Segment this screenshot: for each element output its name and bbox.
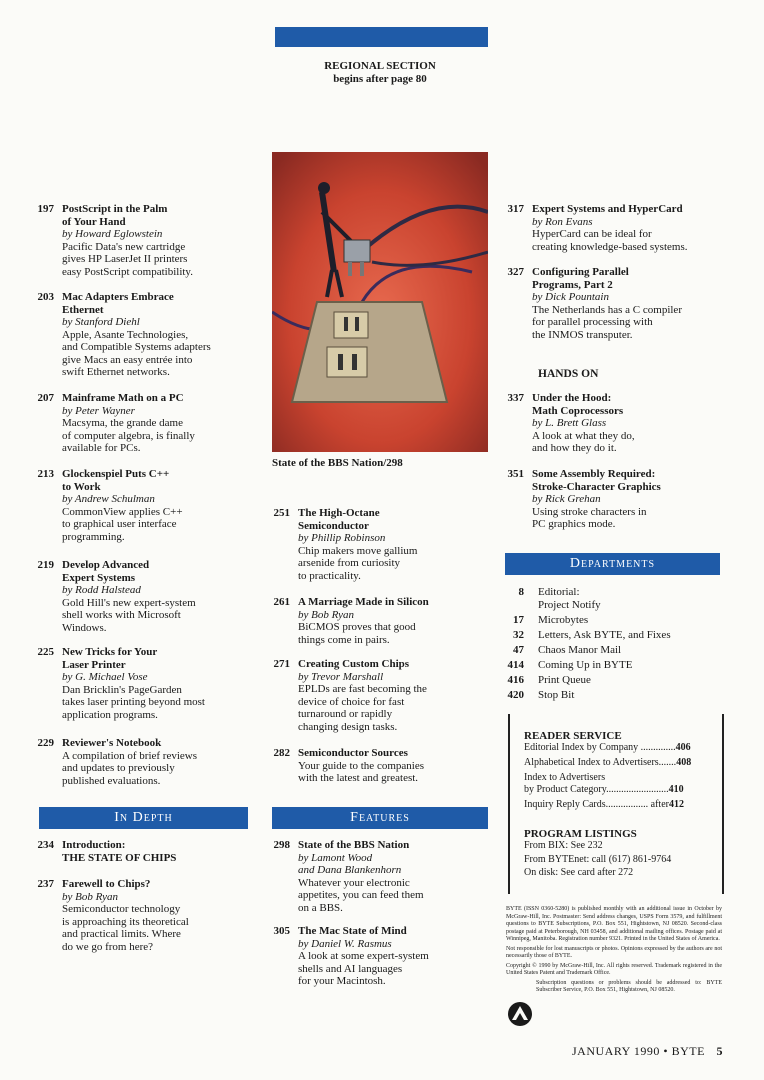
bbs-nation-image — [272, 152, 488, 452]
program-listings-title: PROGRAM LISTINGS — [524, 828, 637, 840]
entry-description: do we go from here? — [62, 940, 154, 953]
page-number: 197 — [37, 203, 54, 215]
entry-title: Configuring Parallel — [532, 266, 629, 278]
entry-title: Laser Printer — [62, 658, 126, 671]
department-label-line: Chaos Manor Mail — [538, 644, 622, 656]
regional-line-1: REGIONAL SECTION — [324, 60, 436, 72]
entry-description: Dan Bricklin's PageGarden — [62, 683, 182, 696]
entry-author: by Trevor Marshall — [298, 670, 384, 683]
entry-title: Semiconductor — [298, 519, 369, 532]
entry-author: by Bob Ryan — [298, 608, 355, 621]
entry-description: Using stroke characters in — [532, 505, 647, 518]
entry-body — [298, 507, 417, 582]
entry-description: A look at some expert-system — [298, 950, 429, 962]
reader-service-line[interactable] — [524, 772, 605, 783]
entry-author: by Rodd Halstead — [62, 584, 141, 596]
cover-caption: State of the BBS Nation/298 — [272, 457, 403, 469]
fine-print-paragraph: Copyright © 1990 by McGraw-Hill, Inc. All rights reserved. Trademark registered in the United States Patent and Trademark Office. — [506, 962, 722, 976]
entry-body — [298, 925, 429, 988]
page-number: 327 — [507, 266, 524, 278]
entry-description: creating knowledge-based systems. — [532, 240, 688, 253]
entry-description: gives HP LaserJet II printers — [62, 253, 188, 265]
features-heading: Features — [272, 807, 488, 829]
entry-author: by G. Michael Vose — [62, 671, 148, 683]
page-number: 351 — [507, 468, 524, 480]
reader-service-text: Inquiry Reply Cards................. after — [524, 799, 669, 810]
entry-description: for parallel processing with — [532, 316, 653, 328]
entry-description: and how they do it. — [532, 442, 617, 454]
entry-body — [62, 203, 193, 278]
regional-line-2: begins after page 80 — [333, 73, 427, 85]
reader-service-text: by Product Category......................... — [524, 784, 669, 795]
entry-description: shell works with Microsoft — [62, 609, 181, 621]
entry-body — [62, 737, 197, 787]
department-label-line: Microbytes — [538, 614, 589, 626]
page-number: 225 — [37, 646, 54, 658]
department-label-line: Project Notify — [538, 598, 601, 611]
entry-description: the INMOS transputer. — [532, 328, 633, 341]
reader-service-box — [508, 714, 724, 894]
entry-description: appetites, you can feed them — [298, 889, 424, 901]
entry-description: for your Macintosh. — [298, 975, 386, 987]
reader-service-page: 406 — [675, 742, 691, 753]
page-number: 317 — [507, 203, 524, 215]
entry-description: EPLDs are fast becoming the — [298, 683, 427, 695]
entry-description: published evaluations. — [62, 774, 161, 787]
entry-body — [532, 468, 661, 531]
entry-description: The Netherlands has a C compiler — [532, 303, 682, 316]
entry-title: Programs, Part 2 — [532, 278, 613, 291]
page-number: 414 — [507, 659, 524, 671]
entry-author: by L. Brett Glass — [532, 417, 607, 429]
entry-title: Math Coprocessors — [532, 404, 624, 417]
page-number: 203 — [37, 291, 54, 303]
entry-description: with the latest and greatest. — [298, 772, 419, 784]
entry-description: things come in pairs. — [298, 633, 390, 646]
entry-description: A look at what they do, — [532, 429, 635, 442]
entry-author: by Bob Ryan — [62, 890, 119, 903]
page-number: 282 — [273, 747, 290, 759]
entry-description: easy PostScript compatibility. — [62, 265, 193, 278]
reader-service-page: 410 — [668, 784, 684, 795]
entry-body — [62, 291, 211, 379]
entry-body — [62, 878, 189, 953]
entry-title: THE STATE OF CHIPS — [62, 851, 177, 864]
entry-title: Mainframe Math on a PC — [62, 392, 184, 404]
entry-description: Your guide to the companies — [298, 759, 424, 772]
cover-illustration — [272, 152, 488, 452]
page-number: 337 — [507, 392, 524, 404]
entry-description: A compilation of brief reviews — [62, 749, 198, 762]
entry-title: Semiconductor Sources — [298, 747, 408, 759]
entry-description: of computer algebra, is finally — [62, 429, 195, 442]
page-number: 420 — [507, 689, 524, 701]
department-label — [538, 614, 588, 627]
entry-body — [298, 596, 429, 646]
in-depth-heading: In Depth — [39, 807, 248, 829]
entry-description: HyperCard can be ideal for — [532, 228, 652, 240]
program-listing-line: On disk: See card after 272 — [524, 867, 634, 878]
entry-title: New Tricks for Your — [62, 646, 158, 658]
entry-description: arsenide from curiosity — [298, 557, 401, 569]
entry-description: Gold Hill's new expert-system — [62, 596, 196, 609]
entry-author: by Peter Wayner — [62, 404, 135, 417]
entry-description: shells and AI languages — [298, 962, 403, 975]
entry-body — [532, 203, 687, 253]
entry-description: Macsyma, the grande dame — [62, 417, 183, 429]
page-number: 8 — [518, 586, 524, 598]
entry-title: Under the Hood: — [532, 392, 612, 404]
page-number: 305 — [273, 925, 290, 937]
entry-description: and updates to previously — [62, 762, 175, 774]
entry-description: to practicality. — [298, 569, 361, 582]
entry-description: Pacific Data's new cartridge — [62, 240, 186, 253]
entry-title: Some Assembly Required: — [532, 468, 656, 480]
entry-body — [62, 392, 195, 455]
entry-description: Whatever your electronic — [298, 876, 410, 889]
entry-author: and Dana Blankenhorn — [298, 864, 402, 876]
entry-body — [298, 658, 427, 733]
footer-issue: JANUARY 1990 • BYTE — [572, 1044, 705, 1058]
page-number: 213 — [37, 468, 54, 480]
department-label — [538, 644, 621, 657]
entry-author: by Howard Eglowstein — [62, 228, 163, 240]
reader-service-page: 412 — [668, 799, 684, 810]
page-footer — [572, 1044, 723, 1059]
entry-title: State of the BBS Nation — [298, 839, 410, 851]
entry-title: Reviewer's Notebook — [62, 737, 162, 749]
reader-service-line[interactable] — [524, 799, 684, 810]
entry-title: The Mac State of Mind — [298, 925, 407, 937]
entry-description: changing design tasks. — [298, 720, 398, 733]
entry-title: Farewell to Chips? — [62, 878, 151, 890]
reader-service-title: READER SERVICE — [524, 730, 622, 742]
department-label-line: Editorial: — [538, 586, 580, 598]
entry-description: BiCMOS proves that good — [298, 621, 416, 633]
entry-description: give Macs an easy entrée into — [62, 353, 193, 366]
page-number: 234 — [37, 839, 54, 851]
entry-title: Stroke-Character Graphics — [532, 480, 661, 493]
entry-title: Creating Custom Chips — [298, 658, 410, 670]
reader-service-text: Alphabetical Index to Advertisers....... — [524, 757, 677, 768]
entry-title: of Your Hand — [62, 215, 126, 228]
reader-service-line[interactable] — [524, 757, 691, 768]
reader-service-line[interactable] — [524, 742, 691, 753]
entry-body — [62, 559, 196, 634]
entry-description: device of choice for fast — [298, 695, 405, 708]
fine-print-paragraph: Subscription questions or problems should be addressed to: BYTE Subscriber Service, P.O. Box 551, Hightstown, NJ 08520. — [536, 979, 722, 993]
entry-description: available for PCs. — [62, 442, 141, 454]
regional-section-note — [270, 60, 490, 86]
entry-title: PostScript in the Palm — [62, 203, 168, 215]
page-number: 207 — [37, 392, 54, 404]
departments-heading: Departments — [505, 553, 720, 575]
entry-title: A Marriage Made in Silicon — [298, 596, 429, 608]
publication-fine-print — [506, 906, 722, 997]
department-label-line: Print Queue — [538, 674, 591, 686]
reader-service-text: Index to Advertisers — [524, 772, 606, 783]
entry-body — [62, 839, 176, 864]
fine-print-paragraph: BYTE (ISSN 0360-5280) is published monthly with an additional issue in October by McGraw-Hill, Inc. Postmaster: Send address changes, USPS Form 3579, and fulfillment questions to BYTE Subscriptions, P.O. Box 551, Hightstown, NJ 08520. Second-class postage paid at Peterborough, NH 03458, and additional mailing offices. Postage paid at Winnipeg, Manitoba. Registration number 9321. Printed in the United States of America. — [506, 906, 722, 942]
entry-description: to graphical user interface — [62, 518, 177, 530]
footer-page-number: 5 — [716, 1044, 723, 1058]
program-listing-line: From BYTEnet: call (617) 861-9764 — [524, 854, 672, 865]
entry-description: Windows. — [62, 621, 107, 634]
entry-description: on a BBS. — [298, 901, 343, 914]
reader-service-line[interactable] — [524, 784, 684, 795]
entry-author: by Phillip Robinson — [298, 532, 386, 544]
entry-description: Semiconductor technology — [62, 903, 181, 915]
entry-title: Introduction: — [62, 839, 126, 851]
page-number: 251 — [273, 507, 290, 519]
department-label-line: Stop Bit — [538, 689, 575, 701]
mcgraw-hill-logo-icon — [506, 1000, 534, 1028]
page-number: 271 — [273, 658, 290, 670]
entry-body — [62, 646, 205, 721]
entry-title: Glockenspiel Puts C++ — [62, 468, 170, 480]
entry-body — [532, 266, 682, 341]
entry-title: Expert Systems — [62, 571, 136, 584]
entry-description: Chip makers move gallium — [298, 544, 418, 557]
hands-on-heading: HANDS ON — [538, 368, 599, 380]
page-number: 47 — [513, 644, 524, 656]
entry-description: PC graphics mode. — [532, 518, 616, 530]
entry-description: turnaround or rapidly — [298, 708, 393, 720]
entry-body — [298, 747, 424, 785]
reader-service-page: 408 — [676, 757, 692, 768]
entry-description: is approaching its theoretical — [62, 915, 189, 928]
page-number: 261 — [273, 596, 290, 608]
entry-description: and practical limits. Where — [62, 928, 181, 940]
entry-title: Mac Adapters Embrace — [62, 291, 174, 303]
entry-body — [532, 392, 635, 455]
entry-title: Expert Systems and HyperCard — [532, 203, 683, 215]
department-label-line: Coming Up in BYTE — [538, 659, 633, 671]
entry-body — [62, 468, 183, 543]
entry-author: by Dick Pountain — [532, 291, 609, 303]
entry-title: Ethernet — [62, 303, 104, 316]
page-number: 229 — [37, 737, 54, 749]
entry-title: to Work — [62, 480, 101, 493]
department-label — [538, 674, 591, 687]
page-number: 237 — [37, 878, 54, 890]
entry-description: takes laser printing beyond most — [62, 696, 205, 708]
entry-description: swift Ethernet networks. — [62, 366, 170, 378]
entry-author: by Rick Grehan — [532, 493, 601, 505]
entry-author: by Andrew Schulman — [62, 493, 155, 505]
entry-description: Apple, Asante Technologies, — [62, 328, 189, 341]
entry-title: The High-Octane — [298, 507, 380, 519]
department-label — [538, 586, 601, 611]
entry-author: by Ron Evans — [532, 215, 593, 228]
page-number: 219 — [37, 559, 54, 571]
department-label — [538, 689, 574, 702]
page-number: 416 — [507, 674, 524, 686]
entry-description: and Compatible Systems adapters — [62, 341, 211, 353]
entry-title: Develop Advanced — [62, 559, 150, 571]
page-number: 298 — [273, 839, 290, 851]
entry-description: programming. — [62, 530, 125, 543]
program-listing-line: From BIX: See 232 — [524, 840, 603, 851]
page-number: 17 — [513, 614, 524, 626]
department-label — [538, 659, 632, 672]
top-banner — [275, 27, 488, 47]
entry-author: by Daniel W. Rasmus — [298, 937, 392, 950]
entry-description: application programs. — [62, 708, 158, 721]
reader-service-text: Editorial Index by Company .............. — [524, 742, 676, 753]
department-label — [538, 629, 671, 642]
fine-print-paragraph: Not responsible for lost manuscripts or photos. Opinions expressed by the authors are not necessarily those of BYTE. — [506, 945, 722, 959]
entry-author: by Lamont Wood — [298, 851, 373, 864]
entry-author: by Stanford Diehl — [62, 316, 140, 328]
entry-body — [298, 839, 424, 914]
department-label-line: Letters, Ask BYTE, and Fixes — [538, 629, 671, 641]
page-number: 32 — [513, 629, 524, 641]
entry-description: CommonView applies C++ — [62, 505, 183, 518]
